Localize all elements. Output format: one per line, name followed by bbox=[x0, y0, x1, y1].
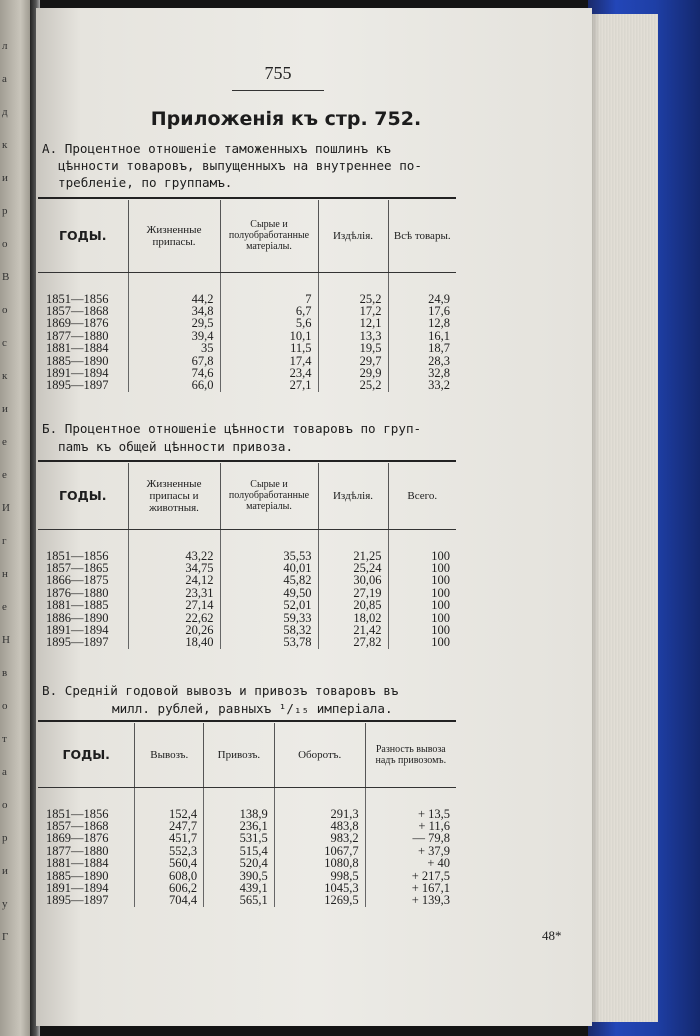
table-spacer-cell bbox=[204, 787, 275, 808]
row-value-cell: 66,0 bbox=[128, 379, 220, 391]
row-years-cell: 1895—1897 bbox=[38, 636, 128, 648]
row-value-cell: 49,50 bbox=[220, 587, 318, 599]
row-value-cell: 704,4 bbox=[135, 894, 204, 906]
previous-page-letter: и bbox=[2, 403, 8, 415]
table-b-header-total: Всего. bbox=[388, 463, 456, 529]
page-title: Приложенія къ стр. 752. bbox=[150, 108, 422, 130]
table-spacer-cell bbox=[274, 787, 365, 808]
row-years-cell: 1877—1880 bbox=[38, 845, 135, 857]
row-value-cell: 18,40 bbox=[128, 636, 220, 648]
previous-page-letter: Г bbox=[2, 931, 9, 943]
table-row bbox=[38, 894, 456, 906]
table-spacer-cell bbox=[128, 529, 220, 550]
row-value-cell: 390,5 bbox=[204, 870, 275, 882]
row-value-cell: 29,7 bbox=[318, 355, 388, 367]
previous-page-letter: о bbox=[2, 304, 8, 316]
previous-page-letter: е bbox=[2, 436, 7, 448]
previous-page-letter: т bbox=[2, 733, 7, 745]
table-a-top-rule bbox=[38, 197, 456, 199]
row-value-cell: 29,5 bbox=[128, 317, 220, 329]
previous-page-letter: И bbox=[2, 502, 10, 514]
row-value-cell: 100 bbox=[431, 610, 450, 625]
row-value-cell: 13,3 bbox=[318, 330, 388, 342]
previous-page-letter: с bbox=[2, 337, 7, 349]
previous-page-letter: к bbox=[2, 370, 8, 382]
previous-page-letter: и bbox=[2, 172, 8, 184]
table-spacer-row bbox=[38, 529, 456, 550]
row-value-cell: 520,4 bbox=[204, 857, 275, 869]
row-value-cell: 32,8 bbox=[428, 365, 450, 380]
caption-c-line-2: милл. рублей, равныхъ ¹/₁₅ имперіала. bbox=[112, 701, 393, 716]
row-value-cell: 515,4 bbox=[204, 845, 275, 857]
row-value-cell: 1067,7 bbox=[274, 845, 365, 857]
row-value-cell: + 217,5 bbox=[411, 868, 450, 883]
row-value-cell: 35 bbox=[128, 342, 220, 354]
row-value-cell: 560,4 bbox=[135, 857, 204, 869]
row-value-cell: + 11,6 bbox=[418, 818, 450, 833]
row-years-cell: 1869—1876 bbox=[38, 832, 135, 844]
row-value-cell: 1045,3 bbox=[274, 882, 365, 894]
row-value-cell: 451,7 bbox=[135, 832, 204, 844]
table-spacer-cell bbox=[388, 529, 456, 550]
row-value-cell: 29,9 bbox=[318, 367, 388, 379]
row-years-cell: 1851—1856 bbox=[38, 808, 135, 820]
previous-page-letter: к bbox=[2, 139, 8, 151]
row-years-cell: 1881—1885 bbox=[38, 599, 128, 611]
row-value-cell: 44,2 bbox=[128, 293, 220, 305]
row-value-cell: 27,19 bbox=[318, 587, 388, 599]
row-value-cell: 10,1 bbox=[220, 330, 318, 342]
row-years-cell: 1869—1876 bbox=[38, 317, 128, 329]
table-spacer-cell bbox=[220, 272, 318, 293]
row-value-cell: 983,2 bbox=[274, 832, 365, 844]
row-value-cell: 100 bbox=[431, 560, 450, 575]
table-spacer-row bbox=[38, 272, 456, 293]
table-a-header-all: Всѣ товары. bbox=[388, 200, 456, 272]
table-b-header-raw: Сырые и полуобработанные матеріалы. bbox=[220, 463, 318, 529]
caption-a-line-2: цѣнности товаровъ, выпущенныхъ на внутреннее по- bbox=[58, 158, 422, 173]
previous-page-letter: о bbox=[2, 799, 8, 811]
row-years-cell: 1851—1856 bbox=[38, 293, 128, 305]
table-spacer-cell bbox=[38, 787, 135, 808]
row-years-cell: 1877—1880 bbox=[38, 330, 128, 342]
previous-page-letter: е bbox=[2, 601, 7, 613]
row-value-cell: 25,24 bbox=[318, 562, 388, 574]
row-value-cell: 17,4 bbox=[220, 355, 318, 367]
row-value-cell: + 13,5 bbox=[417, 806, 450, 821]
row-value-cell: 531,5 bbox=[204, 832, 275, 844]
table-spacer-cell bbox=[38, 529, 128, 550]
table-c-header-years: ГОДЫ. bbox=[38, 723, 135, 787]
row-value-cell: 100 bbox=[431, 585, 450, 600]
row-years-cell: 1891—1894 bbox=[38, 624, 128, 636]
table-row bbox=[38, 599, 456, 611]
row-years-cell: 1857—1868 bbox=[38, 305, 128, 317]
table-b-header-years: ГОДЫ. bbox=[38, 463, 128, 529]
row-value-cell: 100 bbox=[431, 622, 450, 637]
table-c-header-turnover: Оборотъ. bbox=[274, 723, 365, 787]
row-value-cell: 23,31 bbox=[128, 587, 220, 599]
row-value-cell: 565,1 bbox=[204, 894, 275, 906]
row-value-cell: 74,6 bbox=[128, 367, 220, 379]
row-value-cell: 12,1 bbox=[318, 317, 388, 329]
row-value-cell: 16,1 bbox=[428, 328, 450, 343]
table-row bbox=[38, 574, 456, 586]
row-value-cell: 27,14 bbox=[128, 599, 220, 611]
row-value-cell: 22,62 bbox=[128, 612, 220, 624]
row-value-cell: 25,2 bbox=[318, 379, 388, 391]
row-value-cell: 43,22 bbox=[128, 550, 220, 562]
row-value-cell: 33,2 bbox=[428, 378, 450, 393]
table-spacer-cell bbox=[135, 787, 204, 808]
table-c-header-export: Вывозъ. bbox=[135, 723, 204, 787]
table-b-header-food: Жизненные припасы и животныя. bbox=[128, 463, 220, 529]
row-value-cell: 45,82 bbox=[220, 574, 318, 586]
row-value-cell: 998,5 bbox=[274, 870, 365, 882]
row-value-cell: 27,82 bbox=[318, 636, 388, 648]
signature-mark: 48* bbox=[542, 928, 562, 943]
table-spacer-cell bbox=[318, 529, 388, 550]
row-value-cell: 100 bbox=[431, 548, 450, 563]
table-a-header-food: Жизненные припасы. bbox=[128, 200, 220, 272]
row-value-cell: 291,3 bbox=[274, 808, 365, 820]
row-value-cell: + 167,1 bbox=[411, 880, 450, 895]
row-years-cell: 1891—1894 bbox=[38, 882, 135, 894]
caption-a-line-3: требленіе, по группамъ. bbox=[58, 175, 233, 190]
row-value-cell: 6,7 bbox=[220, 305, 318, 317]
row-value-cell: 138,9 bbox=[204, 808, 275, 820]
row-value-cell: 606,2 bbox=[135, 882, 204, 894]
caption-c-line-1: В. Средній годовой вывозъ и привозъ товаровъ въ bbox=[42, 683, 399, 698]
row-value-cell: 21,25 bbox=[318, 550, 388, 562]
previous-page-letter: н bbox=[2, 568, 8, 580]
row-value-cell: 100 bbox=[431, 598, 450, 613]
row-value-cell: 35,53 bbox=[220, 550, 318, 562]
previous-page-letter: а bbox=[2, 73, 7, 85]
row-value-cell: 24,9 bbox=[428, 291, 450, 306]
row-years-cell: 1885—1890 bbox=[38, 870, 135, 882]
row-value-cell: 236,1 bbox=[204, 820, 275, 832]
table-a-header-goods: Издѣлія. bbox=[318, 200, 388, 272]
table-spacer-cell bbox=[365, 787, 456, 808]
previous-page-letter: у bbox=[2, 898, 8, 910]
table-b-top-rule bbox=[38, 460, 456, 462]
row-value-cell: + 40 bbox=[427, 856, 450, 871]
row-years-cell: 1857—1865 bbox=[38, 562, 128, 574]
row-value-cell: 25,2 bbox=[318, 293, 388, 305]
page-number: 755 bbox=[264, 63, 292, 83]
row-value-cell: 152,4 bbox=[135, 808, 204, 820]
row-value-cell: 5,6 bbox=[220, 317, 318, 329]
page-number-rule bbox=[232, 90, 324, 91]
table-spacer-cell bbox=[220, 529, 318, 550]
previous-page-letter: г bbox=[2, 535, 7, 547]
row-years-cell: 1886—1890 bbox=[38, 612, 128, 624]
table-c bbox=[38, 723, 456, 907]
table-c-top-rule bbox=[38, 720, 456, 722]
previous-page-letter: о bbox=[2, 700, 8, 712]
row-value-cell: 439,1 bbox=[204, 882, 275, 894]
row-value-cell: 67,8 bbox=[128, 355, 220, 367]
row-value-cell: 12,8 bbox=[428, 316, 450, 331]
row-value-cell: 53,78 bbox=[220, 636, 318, 648]
table-spacer-cell bbox=[128, 272, 220, 293]
table-spacer-cell bbox=[318, 272, 388, 293]
table-a bbox=[38, 200, 456, 392]
previous-page-letter: р bbox=[2, 205, 8, 217]
table-c-header-balance: Разность вывоза надъ привозомъ. bbox=[365, 723, 456, 787]
row-value-cell: 34,75 bbox=[128, 562, 220, 574]
previous-page-letter: р bbox=[2, 832, 8, 844]
row-value-cell: + 139,3 bbox=[411, 893, 450, 908]
row-value-cell: 39,4 bbox=[128, 330, 220, 342]
previous-page-letter: и bbox=[2, 865, 8, 877]
row-value-cell: 19,5 bbox=[318, 342, 388, 354]
row-value-cell: 11,5 bbox=[220, 342, 318, 354]
previous-page-strip bbox=[0, 0, 34, 1036]
row-value-cell: 100 bbox=[431, 635, 450, 650]
row-value-cell: 100 bbox=[431, 573, 450, 588]
previous-page-letter: л bbox=[2, 40, 8, 52]
table-row bbox=[38, 379, 456, 391]
row-value-cell: 1269,5 bbox=[274, 894, 365, 906]
row-years-cell: 1895—1897 bbox=[38, 894, 135, 906]
table-row bbox=[38, 832, 456, 844]
row-value-cell: 28,3 bbox=[428, 353, 450, 368]
row-value-cell: 608,0 bbox=[135, 870, 204, 882]
row-years-cell: 1866—1875 bbox=[38, 574, 128, 586]
row-years-cell: 1895—1897 bbox=[38, 379, 128, 391]
row-years-cell: 1851—1856 bbox=[38, 550, 128, 562]
row-value-cell: 40,01 bbox=[220, 562, 318, 574]
row-value-cell: 20,85 bbox=[318, 599, 388, 611]
table-spacer-row bbox=[38, 787, 456, 808]
caption-a-line-1: А. Процентное отношеніе таможенныхъ пошлинъ къ bbox=[42, 141, 391, 156]
row-value-cell: 18,02 bbox=[318, 612, 388, 624]
row-value-cell: 17,2 bbox=[318, 305, 388, 317]
row-value-cell: 483,8 bbox=[274, 820, 365, 832]
row-value-cell: 24,12 bbox=[128, 574, 220, 586]
row-value-cell: 27,1 bbox=[220, 379, 318, 391]
row-years-cell: 1885—1890 bbox=[38, 355, 128, 367]
row-years-cell: 1881—1884 bbox=[38, 857, 135, 869]
previous-page-letter: Н bbox=[2, 634, 10, 646]
row-value-cell: 52,01 bbox=[220, 599, 318, 611]
previous-page-letter: в bbox=[2, 667, 8, 679]
row-value-cell: 59,33 bbox=[220, 612, 318, 624]
table-spacer-cell bbox=[388, 272, 456, 293]
row-value-cell: 247,7 bbox=[135, 820, 204, 832]
row-value-cell: 20,26 bbox=[128, 624, 220, 636]
row-value-cell: 30,06 bbox=[318, 574, 388, 586]
table-b-header-goods: Издѣлія. bbox=[318, 463, 388, 529]
caption-b-line-1: Б. Процентное отношеніе цѣнности товаровъ по груп- bbox=[42, 421, 422, 436]
previous-page-letter: В bbox=[2, 271, 10, 283]
table-b bbox=[38, 463, 456, 649]
table-row bbox=[38, 342, 456, 354]
row-value-cell: 552,3 bbox=[135, 845, 204, 857]
table-row bbox=[38, 857, 456, 869]
row-value-cell: 23,4 bbox=[220, 367, 318, 379]
row-value-cell: 17,6 bbox=[428, 303, 450, 318]
previous-page-letter: д bbox=[2, 106, 8, 118]
row-years-cell: 1881—1884 bbox=[38, 342, 128, 354]
previous-page-letter: е bbox=[2, 469, 7, 481]
table-row bbox=[38, 636, 456, 648]
book-page bbox=[36, 8, 592, 1026]
row-value-cell: 1080,8 bbox=[274, 857, 365, 869]
table-row bbox=[38, 317, 456, 329]
table-a-header-raw: Сырые и полуобработанные матеріалы. bbox=[220, 200, 318, 272]
previous-page-letter: о bbox=[2, 238, 8, 250]
row-years-cell: 1857—1868 bbox=[38, 820, 135, 832]
table-c-header-import: Привозъ. bbox=[204, 723, 275, 787]
row-value-cell: 58,32 bbox=[220, 624, 318, 636]
caption-b-line-2: пamъ къ общей цѣнности привоза. bbox=[58, 439, 294, 454]
row-value-cell: 7 bbox=[220, 293, 318, 305]
row-value-cell: 34,8 bbox=[128, 305, 220, 317]
previous-page-letter: а bbox=[2, 766, 7, 778]
table-a-header-years: ГОДЫ. bbox=[38, 200, 128, 272]
table-spacer-cell bbox=[38, 272, 128, 293]
row-years-cell: 1876—1880 bbox=[38, 587, 128, 599]
row-years-cell: 1891—1894 bbox=[38, 367, 128, 379]
row-value-cell: + 37,9 bbox=[417, 843, 450, 858]
row-value-cell: — 79,8 bbox=[412, 831, 450, 846]
row-value-cell: 21,42 bbox=[318, 624, 388, 636]
row-value-cell: 18,7 bbox=[428, 341, 450, 356]
